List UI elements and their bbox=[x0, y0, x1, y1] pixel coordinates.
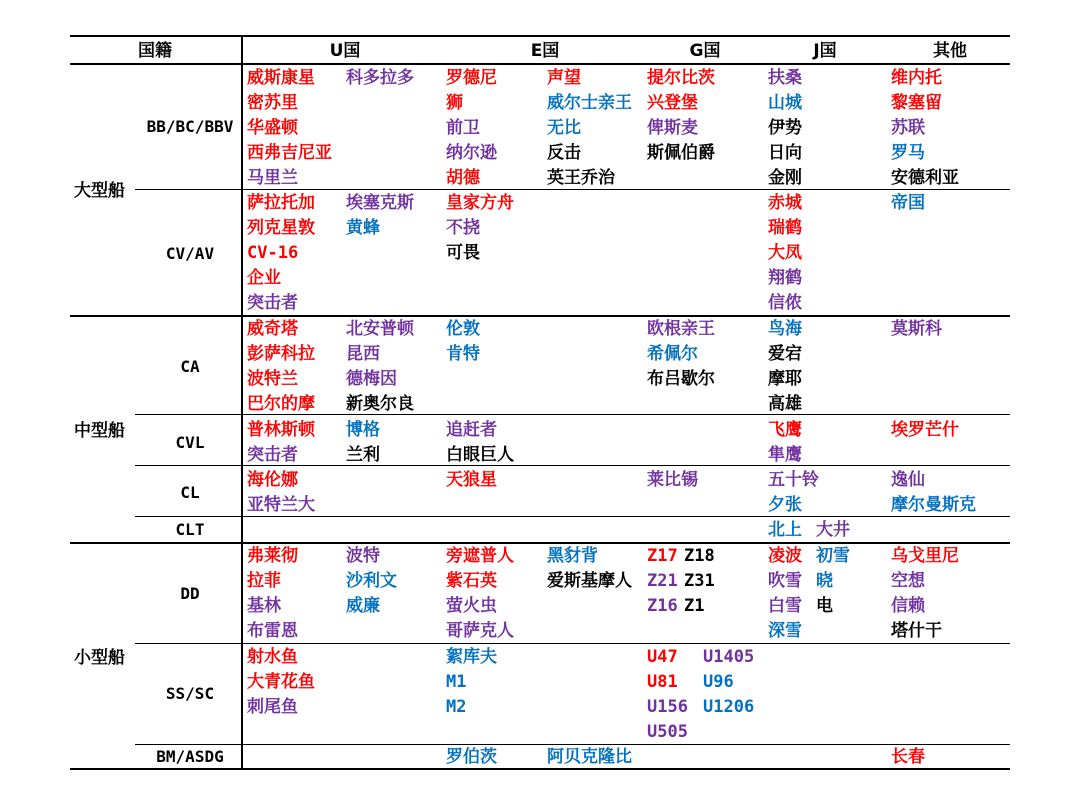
ship-cell: 日向 bbox=[768, 143, 802, 163]
category-bb: BB/BC/BBV bbox=[146, 117, 234, 136]
ship-cell: 提尔比茨 bbox=[647, 68, 715, 88]
ship-cell: 五十铃 bbox=[768, 470, 819, 490]
ship-cell: 空想 bbox=[891, 571, 925, 591]
ship-cell: 突击者 bbox=[247, 445, 298, 465]
category-column-border bbox=[241, 35, 243, 770]
ship-cell: 密苏里 bbox=[247, 93, 298, 113]
ship-cell: 哥萨克人 bbox=[446, 621, 514, 641]
ship-cell: 塔什干 bbox=[891, 621, 942, 641]
ship-cell: 刺尾鱼 bbox=[247, 697, 298, 717]
group-divider bbox=[70, 315, 1010, 317]
ship-cell: M2 bbox=[446, 697, 467, 717]
category-dd: DD bbox=[180, 584, 200, 603]
ship-cell: 黑豺背 bbox=[547, 546, 598, 566]
ship-cell: CV-16 bbox=[247, 243, 299, 263]
ship-cell: 兴登堡 bbox=[647, 93, 698, 113]
ship-cell: 纳尔逊 bbox=[446, 143, 497, 163]
header-other: 其他 bbox=[933, 41, 967, 61]
ship-cell: 巴尔的摩 bbox=[247, 394, 315, 414]
ship-cell: 罗德尼 bbox=[446, 68, 497, 88]
ship-cell: 乌戈里尼 bbox=[891, 546, 959, 566]
ship-cell: 帝国 bbox=[891, 193, 925, 213]
ship-cell: 射水鱼 bbox=[247, 647, 298, 667]
ship-cell: 扶桑 bbox=[768, 68, 802, 88]
category-ca: CA bbox=[180, 357, 200, 376]
ship-cell: Z16 bbox=[647, 596, 678, 616]
ship-cell: Z1 bbox=[684, 596, 705, 616]
ship-cell: 彭萨科拉 bbox=[247, 344, 315, 364]
ship-cell: 大凤 bbox=[768, 243, 802, 263]
ship-cell: 威廉 bbox=[346, 596, 380, 616]
ship-cell: 夕张 bbox=[768, 495, 802, 515]
ship-cell: 爱斯基摩人 bbox=[547, 571, 632, 591]
table-bottom-border bbox=[70, 768, 1010, 770]
ship-cell: 初雪 bbox=[816, 546, 850, 566]
ship-cell: 拉菲 bbox=[247, 571, 281, 591]
ship-cell: 信侬 bbox=[768, 293, 802, 313]
ship-cell: 欧根亲王 bbox=[647, 319, 715, 339]
ship-cell: 罗马 bbox=[891, 143, 925, 163]
ship-cell: 絮库夫 bbox=[446, 647, 497, 667]
ship-cell: 俾斯麦 bbox=[647, 118, 698, 138]
ship-cell: 大青花鱼 bbox=[247, 672, 315, 692]
ship-cell: 无比 bbox=[547, 118, 581, 138]
ship-cell: 伦敦 bbox=[446, 319, 480, 339]
ship-cell: 列克星敦 bbox=[247, 218, 315, 238]
ship-cell: U505 bbox=[647, 722, 688, 742]
ship-cell: 摩尔曼斯克 bbox=[891, 495, 976, 515]
header-j: J国 bbox=[813, 41, 837, 61]
ship-cell: 基林 bbox=[247, 596, 281, 616]
ship-cell: 深雪 bbox=[768, 621, 802, 641]
ship-cell: 山城 bbox=[768, 93, 802, 113]
ship-cell: 大井 bbox=[816, 520, 850, 540]
ship-cell: 声望 bbox=[547, 68, 581, 88]
ship-cell: 英王乔治 bbox=[547, 168, 615, 188]
ship-cell: 伊势 bbox=[768, 118, 802, 138]
ship-cell: 不挠 bbox=[446, 218, 480, 238]
ship-cell: 安德利亚 bbox=[891, 168, 959, 188]
header-g: G国 bbox=[689, 41, 721, 61]
ship-cell: 莫斯科 bbox=[891, 319, 942, 339]
group-large: 大型船 bbox=[74, 181, 125, 201]
ship-cell: 苏联 bbox=[891, 118, 925, 138]
ship-cell: Z17 bbox=[647, 546, 678, 566]
ship-cell: 胡德 bbox=[446, 168, 480, 188]
ship-cell: 博格 bbox=[346, 420, 380, 440]
ship-cell: 瑞鹤 bbox=[768, 218, 802, 238]
ship-cell: 威斯康星 bbox=[247, 68, 315, 88]
ship-cell: U1405 bbox=[703, 647, 755, 667]
ship-cell: 白眼巨人 bbox=[446, 445, 514, 465]
ship-cell: 肯特 bbox=[446, 344, 480, 364]
ship-cell: 沙利文 bbox=[346, 571, 397, 591]
ship-cell: 威奇塔 bbox=[247, 319, 298, 339]
ship-cell: 紫石英 bbox=[446, 571, 497, 591]
ship-cell: U96 bbox=[703, 672, 734, 692]
ship-cell: 维内托 bbox=[891, 68, 942, 88]
ship-cell: 黎塞留 bbox=[891, 93, 942, 113]
header-u: U国 bbox=[329, 41, 361, 61]
ship-cell: 莱比锡 bbox=[647, 470, 698, 490]
ship-cell: 摩耶 bbox=[768, 369, 802, 389]
category-cl: CL bbox=[180, 483, 200, 502]
ship-cell: 昆西 bbox=[346, 344, 380, 364]
ship-cell: 前卫 bbox=[446, 118, 480, 138]
category-cv: CV/AV bbox=[165, 244, 215, 263]
ship-cell: 华盛顿 bbox=[247, 118, 298, 138]
ship-cell: 黄蜂 bbox=[346, 218, 380, 238]
ship-cell: 鸟海 bbox=[768, 319, 802, 339]
ship-cell: 波特 bbox=[346, 546, 380, 566]
ship-cell: 科多拉多 bbox=[346, 68, 414, 88]
ship-cell: 波特兰 bbox=[247, 369, 298, 389]
ship-cell: 信赖 bbox=[891, 596, 925, 616]
ship-cell: 萨拉托加 bbox=[247, 193, 315, 213]
group-divider bbox=[70, 542, 1010, 544]
ship-cell: Z31 bbox=[684, 571, 715, 591]
header-e: E国 bbox=[530, 41, 560, 61]
ship-cell: 阿贝克隆比 bbox=[547, 747, 632, 767]
ship-cell: 企业 bbox=[247, 268, 281, 288]
category-clt: CLT bbox=[175, 520, 205, 539]
ship-cell: 追赶者 bbox=[446, 420, 497, 440]
ship-cell: 爱宕 bbox=[768, 344, 802, 364]
ship-cell: 弗莱彻 bbox=[247, 546, 298, 566]
group-small: 小型船 bbox=[74, 648, 125, 668]
header-nationality: 国籍 bbox=[138, 41, 172, 61]
group-medium: 中型船 bbox=[74, 421, 125, 441]
ship-cell: 长春 bbox=[891, 747, 925, 767]
ship-cell: 隼鹰 bbox=[768, 445, 802, 465]
ship-cell: 埃塞克斯 bbox=[346, 193, 414, 213]
ship-cell: 普林斯顿 bbox=[247, 420, 315, 440]
ship-cell: 斯佩伯爵 bbox=[647, 143, 715, 163]
category-ss: SS/SC bbox=[165, 684, 215, 703]
ship-cell: 萤火虫 bbox=[446, 596, 497, 616]
ship-cell: 德梅因 bbox=[346, 369, 397, 389]
ship-cell: 高雄 bbox=[768, 394, 802, 414]
ship-cell: 北上 bbox=[768, 520, 802, 540]
ship-cell: 海伦娜 bbox=[247, 470, 298, 490]
ship-cell: 飞鹰 bbox=[768, 420, 802, 440]
ship-cell: 逸仙 bbox=[891, 470, 925, 490]
category-bm: BM/ASDG bbox=[156, 747, 224, 766]
ship-cell: 皇家方舟 bbox=[446, 193, 514, 213]
ship-cell: 旁遮普人 bbox=[446, 546, 514, 566]
ship-cell: U47 bbox=[647, 647, 678, 667]
ship-cell: 翔鹤 bbox=[768, 268, 802, 288]
ship-cell: 马里兰 bbox=[247, 168, 298, 188]
ship-cell: Z21 bbox=[647, 571, 678, 591]
ship-cell: 凌波 bbox=[768, 546, 802, 566]
ship-cell: Z18 bbox=[684, 546, 715, 566]
ship-cell: 亚特兰大 bbox=[247, 495, 315, 515]
ship-cell: 白雪 bbox=[768, 596, 802, 616]
ship-cell: 兰利 bbox=[346, 445, 380, 465]
ship-cell: 威尔士亲王 bbox=[547, 93, 632, 113]
ship-cell: U156 bbox=[647, 697, 688, 717]
ship-cell: 西弗吉尼亚 bbox=[247, 143, 332, 163]
category-cvl: CVL bbox=[175, 433, 205, 452]
ship-cell: 晓 bbox=[816, 571, 833, 591]
ship-cell: 突击者 bbox=[247, 293, 298, 313]
ship-cell: 赤城 bbox=[768, 193, 802, 213]
ship-cell: 北安普顿 bbox=[346, 319, 414, 339]
ship-cell: 金刚 bbox=[768, 168, 802, 188]
ship-cell: U1206 bbox=[703, 697, 755, 717]
ship-cell: M1 bbox=[446, 672, 467, 692]
ship-cell: 天狼星 bbox=[446, 470, 497, 490]
ship-cell: 新奥尔良 bbox=[346, 394, 414, 414]
ship-cell: 反击 bbox=[547, 143, 581, 163]
ship-cell: U81 bbox=[647, 672, 678, 692]
ship-cell: 罗伯茨 bbox=[446, 747, 497, 767]
ship-cell: 埃罗芒什 bbox=[891, 420, 959, 440]
ship-cell: 可畏 bbox=[446, 243, 480, 263]
ship-cell: 布雷恩 bbox=[247, 621, 298, 641]
ship-cell: 吹雪 bbox=[768, 571, 802, 591]
ship-cell: 电 bbox=[816, 596, 833, 616]
ship-cell: 希佩尔 bbox=[647, 344, 698, 364]
ship-cell: 狮 bbox=[446, 93, 463, 113]
ship-cell: 布吕歇尔 bbox=[647, 369, 715, 389]
